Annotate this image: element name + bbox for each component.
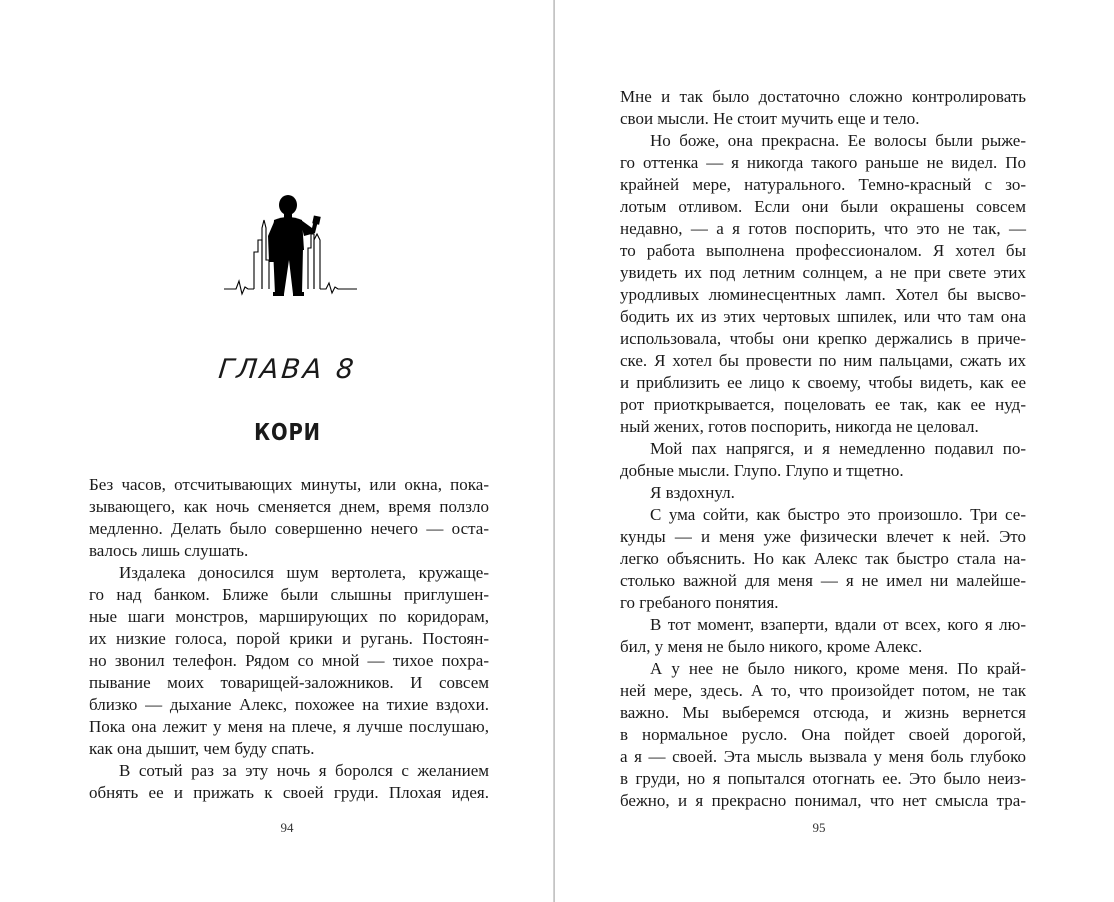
text-line: но звонил телефон. Рядом со мной — тихое похра- [89,651,489,670]
text-line: валось лишь слушать. [89,541,249,560]
text-line: ней мере, здесь. А то, что произойдет потом, не так [620,681,1026,700]
text-line: то работа выполнена профессионалом. Я хотел бы [620,241,1026,260]
text-line: в груди, но я попытался отогнать ее. Это было неиз- [620,769,1026,788]
text-line: С ума сойти, как быстро это произошло. Три се- [650,505,1026,524]
text-line: ные шаги монстров, марширующих по коридорам, [89,607,489,626]
right-page [555,0,1114,902]
text-line: медленно. Делать было совершенно нечего — оста- [89,519,489,538]
text-line: обнять ее и прижать к своей груди. Плохая идея. [89,783,489,802]
text-line: близко — дыхание Алекс, похожее на тихие вздохи. [89,695,489,714]
text-line: го гребаного понятия. [620,593,779,612]
text-line: Мой пах напрягся, и я немедленно подавил по- [650,439,1026,458]
chapter-label: ГЛАВА 8 [217,354,358,385]
text-line: го оттенка — я никогда такого раньше не видел. По [620,153,1026,172]
page-number: 94 [280,820,294,835]
text-line: добные мысли. Глупо. Глупо и тщетно. [620,461,904,480]
text-line: использовала, чтобы они крепко держались в приче- [620,329,1026,348]
text-line: зывающего, как ночь сменяется днем, время ползло [89,497,489,516]
text-line: легко объяснить. Но как Алекс так быстро стала на- [620,549,1026,568]
text-line: бежно, и я прекрасно понимал, что нет смысла тра- [620,791,1026,810]
text-line: столько важной для меня — я не имел ни малейше- [620,571,1026,590]
text-line: уродливых люминесцентных ламп. Хотел бы высво- [620,285,1026,304]
text-line: свои мысли. Не стоит мучить еще и тело. [620,109,920,128]
text-line: Пока она лежит у меня на плече, я лучше послушаю, [89,717,489,736]
text-line: Издалека доносился шум вертолета, кружаще- [119,563,489,582]
text-line: недавно, — а я готов поспорить, что это не так, — [620,219,1026,238]
text-line: а я — своей. Эта мысль вызвала у меня боль глубоко [620,747,1026,766]
text-line: бодить их из этих чертовых шпилек, или что там она [620,307,1026,326]
text-line: А у нее не было никого, кроме меня. По край- [650,659,1026,678]
text-line: пывание моих товарищей-заложников. И совсем [89,673,489,692]
text-line: и приблизить ее лицо к своему, чтобы видеть, как ее [620,373,1026,392]
text-line: увидеть их под летним солнцем, а не при свете этих [620,263,1026,282]
text-line: го над банком. Ближе были слышны приглушен- [89,585,489,604]
left-page-text [89,474,489,804]
page-number: 95 [812,820,826,835]
text-line: крайней мере, натурального. Темно-красный с зо- [620,175,1026,194]
text-line: важно. Мы выберемся отсюда, и жизнь вернется [620,703,1026,722]
text-line: Но боже, она прекрасна. Ее волосы были рыже- [650,131,1026,150]
text-line: в нормальное русло. Она пойдет своей дорогой, [620,725,1026,744]
text-line: ный жених, готов поспорить, никогда не целовал. [620,417,979,436]
text-line: Мне и так было достаточно сложно контролировать [620,87,1026,106]
chapter-emblem [222,190,362,302]
text-line: В тот момент, взаперти, вдали от всех, кого я лю- [650,615,1026,634]
text-line: кунды — и меня уже физически влечет к ней. Это [620,527,1026,546]
text-line: Я вздохнул. [650,483,735,502]
text-line: ске. Я хотел бы провести по ним пальцами, сжать их [620,351,1026,370]
text-line: бил, у меня не было никого, кроме Алекс. [620,637,923,656]
man-with-skyline-icon [222,190,362,302]
text-line: Без часов, отсчитывающих минуты, или окна, пока- [89,475,489,494]
text-line: В сотый раз за эту ночь я боролся с желанием [119,761,489,780]
right-page-text [620,86,1026,812]
text-line: лотым отливом. Если они были окрашены совсем [620,197,1026,216]
left-page [0,0,553,902]
text-line: рот приоткрывается, поцеловать ее так, как ее нуд- [620,395,1026,414]
text-line: как она дышит, чем буду спать. [89,739,315,758]
chapter-name: КОРИ [254,420,321,446]
text-line: их низкие голоса, порой крики и ругань. Постоян- [89,629,489,648]
